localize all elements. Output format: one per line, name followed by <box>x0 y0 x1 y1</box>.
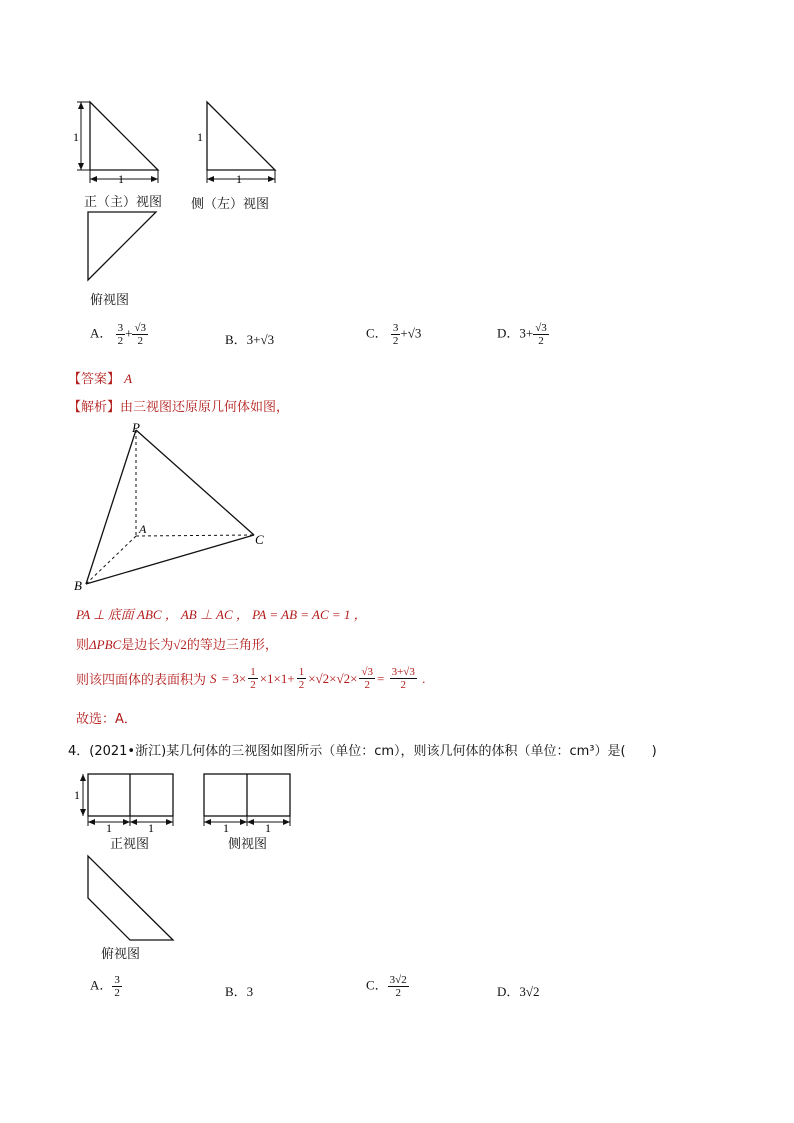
q3-side-dim-v: 1 <box>197 130 203 144</box>
q4-three-views-diagram <box>68 766 318 951</box>
q4-side-dim-h1: 1 <box>223 821 229 835</box>
answer-tag: 【答案】 <box>68 372 121 387</box>
q3-conclusion: 故选：A． <box>76 712 137 727</box>
q3-front-dim-v: 1 <box>73 130 79 144</box>
q3-option-a[interactable]: A． $\frac{3}{2}$ + $\frac{√3}{2}$ <box>90 322 147 347</box>
q3-front-view-label: 正（主）视图 <box>84 195 163 210</box>
q3-analysis-area-line: 则该四面体的表面积为 S = 3× $\frac{1}{2}$ ×1×1+ $\frac{1}{2}$ ×√2×√2× $\frac{√3}{2}$ = $\frac{3+√3}{2}$ . <box>76 666 426 691</box>
point-a-label: A <box>139 522 147 536</box>
point-c-label: C <box>255 532 264 547</box>
q3-side-view <box>207 102 275 183</box>
q3-option-a-letter: A． <box>90 325 113 341</box>
q3-front-view <box>77 102 158 183</box>
q4-front-dim-h1: 1 <box>106 821 112 835</box>
analysis-tag: 【解析】 <box>68 400 121 415</box>
q4-option-d[interactable]: D．3√2 <box>497 984 540 999</box>
answer-value: A <box>124 371 133 386</box>
q4-front-dim-v: 1 <box>74 788 80 802</box>
q3-option-a-frac2: $\frac{√3}{2}$ <box>134 322 147 347</box>
q4-side-view <box>204 774 290 826</box>
q3-option-c[interactable]: C． $\frac{3}{2}$ +√3 <box>366 322 422 347</box>
q3-side-dim-h: 1 <box>236 172 242 186</box>
area-formula: S = 3× $\frac{1}{2}$ ×1×1+ $\frac{1}{2}$ ×√2×√2× $\frac{√3}{2}$ = $\frac{3+√3}{2}$ . <box>210 666 426 691</box>
q4-top-view-label: 俯视图 <box>101 947 141 962</box>
point-b-label: B <box>74 578 82 593</box>
q3-analysis-line <box>68 396 289 415</box>
q3-top-view-label: 俯视图 <box>90 293 130 308</box>
q3-top-view <box>88 212 156 280</box>
q3-option-a-frac1: $\frac{3}{2}$ <box>117 322 124 347</box>
q4-front-view <box>80 774 173 826</box>
point-p-label: P <box>132 420 140 435</box>
q4-front-dim-h2: 1 <box>148 821 154 835</box>
q3-option-d[interactable]: D．3+ $\frac{√3}{2}$ <box>497 322 547 347</box>
q4-top-view <box>88 856 173 940</box>
q3-option-d-letter: D． <box>497 325 520 341</box>
q4-side-dim-h2: 1 <box>265 821 271 835</box>
q3-analysis-triangle-line: 则ΔPBC是边长为√2的等边三角形， <box>76 637 278 653</box>
q3-tetrahedron-diagram <box>70 418 280 598</box>
q4-side-view-label: 侧视图 <box>228 837 268 852</box>
q3-option-b-letter: B． <box>225 332 247 347</box>
q4-stem: 4．(2021•浙江)某几何体的三视图如图所示（单位：cm），则该几何体的体积（单位：cm³）是( ) <box>68 744 657 759</box>
q4-option-b[interactable]: B．3 <box>225 984 254 999</box>
q3-analysis-relation-line: PA ⊥ 底面 ABC ， AB ⊥ AC ， PA = AB = AC = 1 ， <box>76 607 367 622</box>
q3-option-b[interactable]: B．3+√3 <box>225 332 275 347</box>
q3-answer-line <box>68 368 132 387</box>
q3-side-view-label: 侧（左）视图 <box>191 197 270 212</box>
q4-option-a[interactable]: A． $\frac{3}{2}$ <box>90 974 120 999</box>
q3-front-dim-h: 1 <box>118 172 124 186</box>
q4-option-c[interactable]: C． $\frac{3√2}{2}$ <box>366 974 407 999</box>
q4-front-view-label: 正视图 <box>110 837 150 852</box>
analysis-intro: 由三视图还原原几何体如图， <box>120 400 290 415</box>
q3-option-c-letter: C． <box>366 325 388 341</box>
